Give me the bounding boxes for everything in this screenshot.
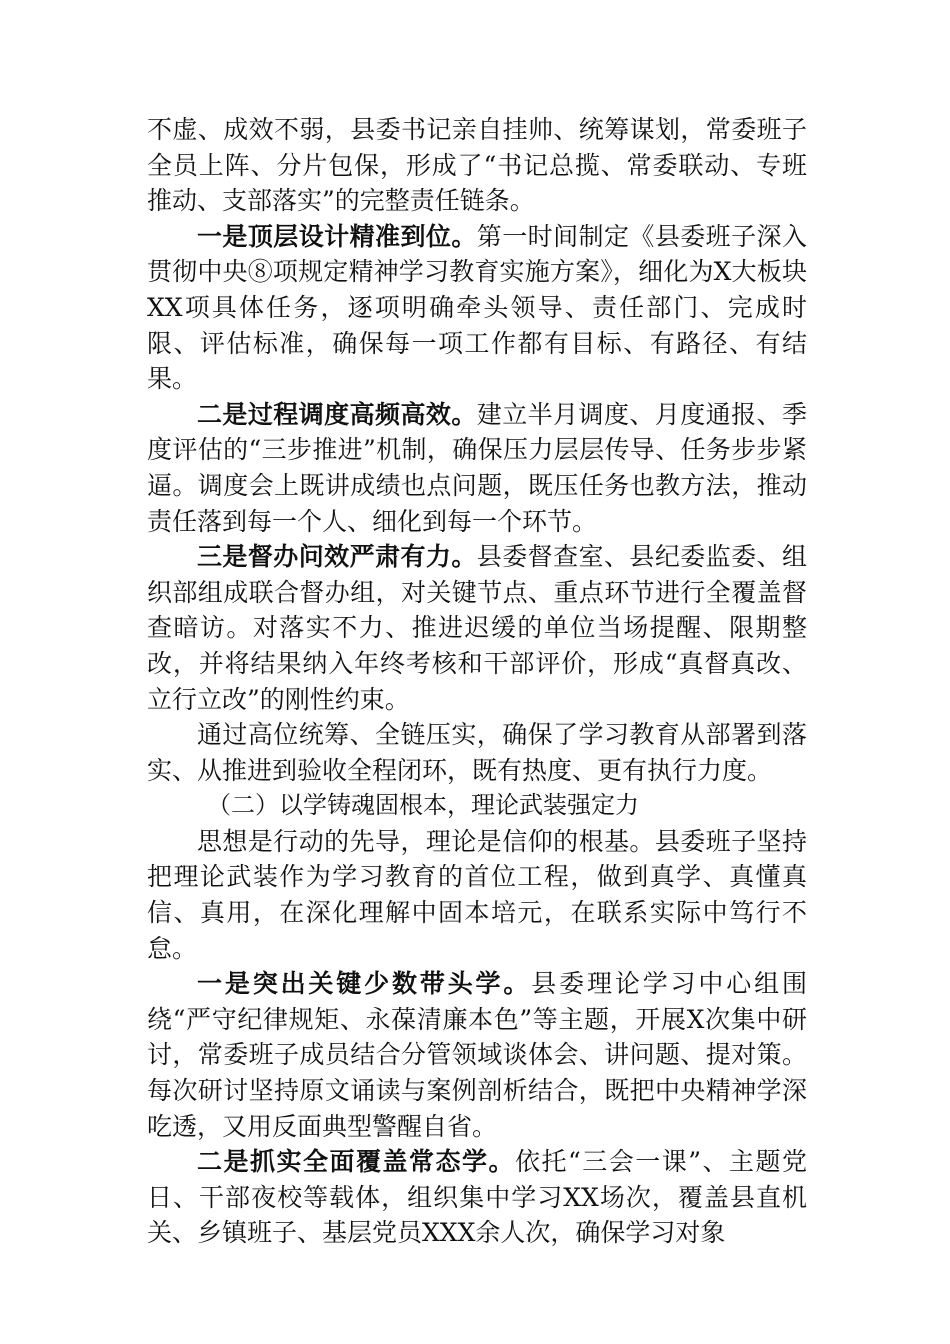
paragraph-lead: 二是抓实全面覆盖常态学。 (197, 1147, 515, 1177)
paragraph-process-scheduling (147, 397, 807, 539)
paragraph-body: 依托“三会一课”、主题党日、干部夜校等载体，组织集中学习XX场次，覆盖县直机关、乡镇班子、基层党员XXX余人次，确保学习对象 (147, 1147, 807, 1248)
paragraph-summary: 通过高位统筹、全链压实，确保了学习教育从部署到落实、从推进到验收全程闭环，既有热度、更有执行力度。 (147, 720, 807, 785)
paragraph-theory-intro: 思想是行动的先导，理论是信仰的根基。县委班子坚持把理论武装作为学习教育的首位工程，做到真学、真懂真信、真用，在深化理解中固本培元，在联系实际中笃行不怠。 (147, 826, 807, 963)
paragraph-lead: 二是过程调度高频高效。 (197, 399, 477, 429)
paragraph-lead: 一是顶层设计精准到位。 (197, 221, 477, 251)
paragraph-continuation: 不虚、成效不弱，县委书记亲自挂帅、统筹谋划，常委班子全员上阵、分片包保，形成了“书记总揽、常委联动、专班推动、支部落实”的完整责任链条。 (147, 115, 807, 216)
paragraph-body: 县委督查室、县纪委监委、组织部组成联合督办组，对关键节点、重点环节进行全覆盖督查暗访。对落实不力、推进迟缓的单位当场提醒、限期整改，并将结果纳入年终考核和干部评价，形成“真督真改、立行立改”的刚性约束。 (147, 542, 807, 714)
paragraph-body: 县委理论学习中心组围绕“严守纪律规矩、永葆清廉本色”等主题，开展X次集中研讨，常委班子成员结合分管领域谈体会、讲问题、提对策。每次研讨坚持原文诵读与案例剖析结合，既把中央精神学深吃透，又用反面典型警醒自省。 (147, 969, 807, 1141)
section-heading: （二）以学铸魂固根本，理论武装强定力 (207, 791, 639, 820)
paragraph-supervision (147, 539, 807, 717)
paragraph-key-minority (147, 966, 807, 1144)
paragraph-lead: 三是督办问效严肃有力。 (197, 542, 477, 572)
paragraph-body: 建立半月调度、月度通报、季度评估的“三步推进”机制，确保压力层层传导、任务步步紧逼。调度会上既讲成绩也点问题，既压任务也教方法，推动责任落到每一个人、细化到每一个环节。 (147, 399, 807, 536)
paragraph-full-coverage (147, 1144, 807, 1251)
document-page (147, 112, 807, 1251)
paragraph-body: 第一时间制定《县委班子深入贯彻中央⑧项规定精神学习教育实施方案》，细化为X大板块XX项具体任务，逐项明确牵头领导、责任部门、完成时限、评估标准，确保每一项工作都有目标、有路径、有结果。 (147, 221, 807, 394)
paragraph-top-level-design (147, 219, 807, 397)
paragraph-lead: 一是突出关键少数带头学。 (197, 969, 532, 999)
